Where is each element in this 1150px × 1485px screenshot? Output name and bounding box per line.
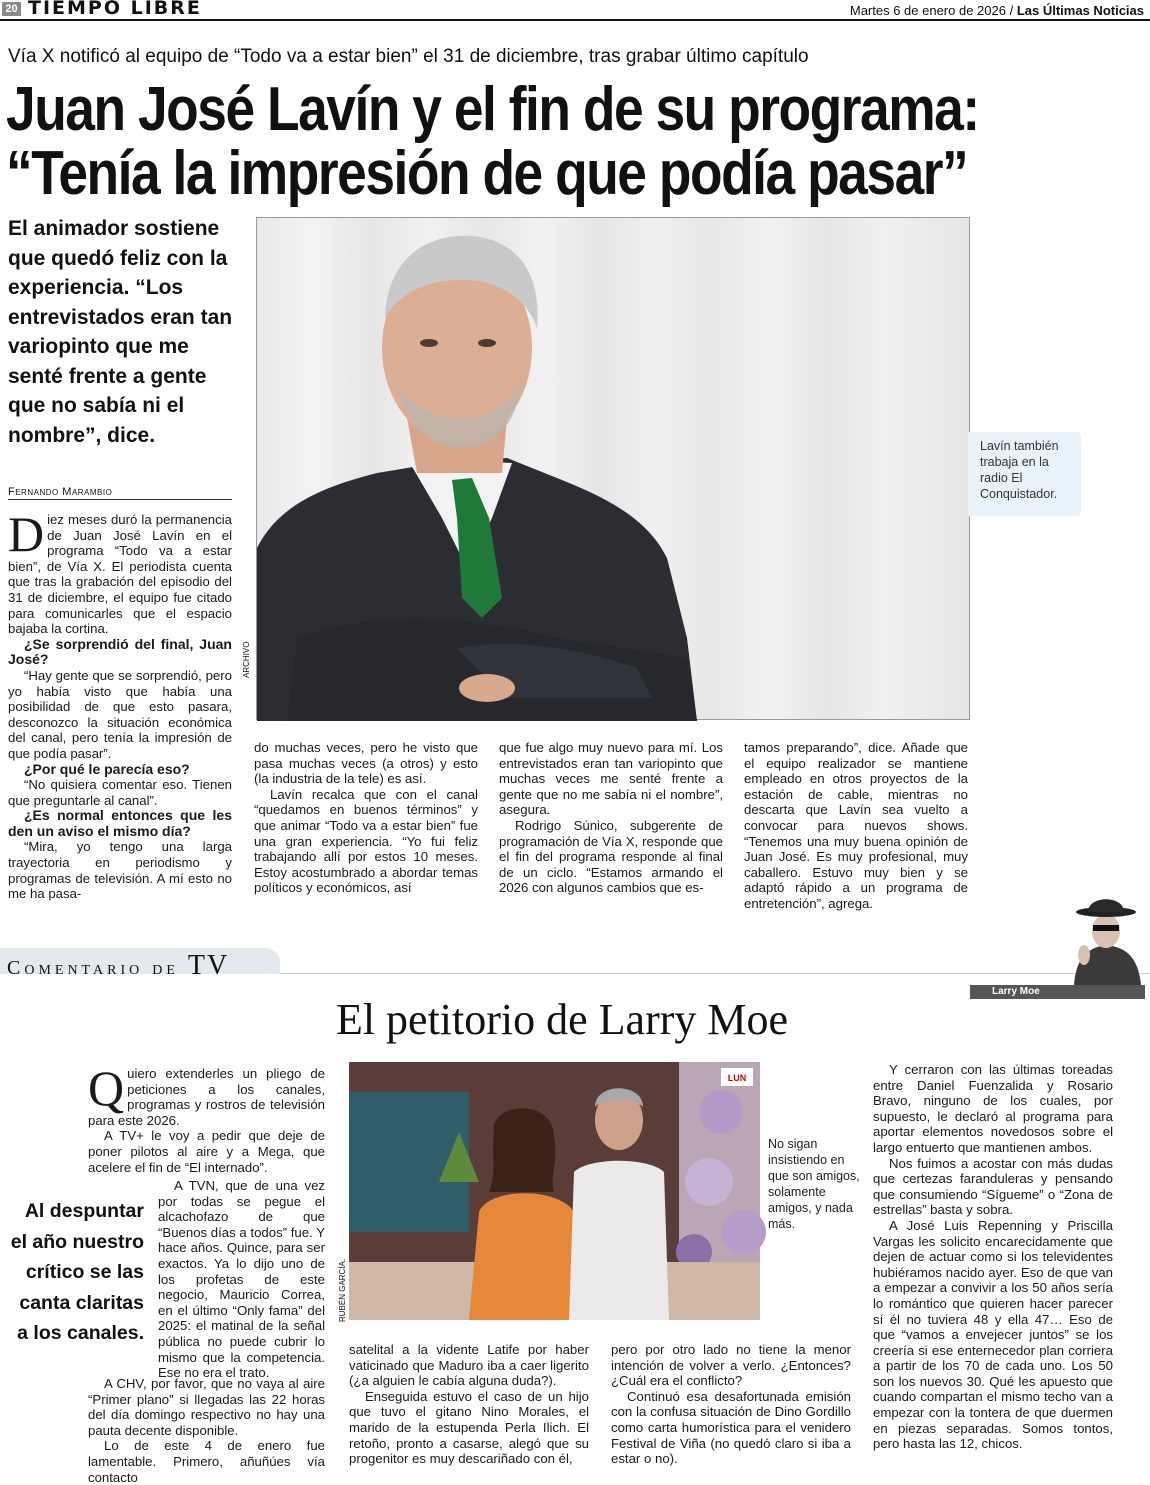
- paragraph: Y cerraron con las últimas toreadas entre Daniel Fuenzalida y Rosario Bravo, ninguno de los cuales, por supuesto, le declaró al programa para aportar elementos novedosos sobre el largo entuerto que mantienen ambos.: [873, 1062, 1113, 1155]
- article-deck: El animador sostiene que quedó feliz con la experiencia. “Los entrevistados eran tan variopinto que me senté frente a gente que no sabía ni el nombre”, dice.: [8, 217, 233, 447]
- paragraph: Rodrigo Súnico, subgerente de programación de Vía X, responde que el fin del programa responde al final de un ciclo. “Estamos armando el 2026 con algunos cambios que es-: [499, 817, 723, 896]
- paragraph: tamos preparando”, dice. Añade que el equipo realizador se mantiene empleado en otros proyectos de la estación de cable, mientras no descarta que Lavín sea vuelto a convocar para nuevos shows. “Tenemos una muy buena opinión de Juan José. Es muy profesional, muy caballero. Estuvo muy bien y se adaptó rápido a un programa de entretención”, agrega.: [744, 740, 968, 911]
- column-column-4: [873, 1062, 1113, 1452]
- portrait-illustration: [257, 218, 971, 721]
- paragraph: iez meses duró la permanencia de Juan José Lavín en el programa “Todo va a estar bien”, de Vía X. El periodista cuenta que tras la grabación del episodio del 31 de diciembre, el equipo fue citado para comunicarles que el espacio bajaba la cortina.: [8, 512, 232, 637]
- column-column-1: [88, 1060, 325, 1175]
- interview-question: ¿Por qué le parecía eso?: [24, 760, 190, 777]
- header-rule: [0, 19, 1150, 21]
- paragraph: A TVN, que de una vez por todas se pegue el alcachofazo de que “Buenos días a todos” fue. Y hace años. Quince, para ser exactos. Ya lo dijo uno de los profetas de este negocio, Mauricio Correa, en el último “Only fama” del 2025: el matinal de la señal pública no puede cubrir lo mismo que la competencia. Ese no era el trato.: [158, 1178, 325, 1381]
- tv-show-photo: [349, 1062, 760, 1320]
- paragraph: A TV+ le voy a pedir que deje de poner pilotos al aire y a Mega, que acelere el fin de “El internado”.: [88, 1128, 325, 1175]
- column-column-1b: [158, 1178, 325, 1381]
- paragraph: A José Luis Repenning y Priscilla Vargas les solicito encarecidamente que dejen de actuar como si los televidentes hubiéramos nacido ayer. Eso de que van a empezar a convivir a los 50 años sería lo romántico que quieren hacer parecer sí él no tuviera 48 y ella 47… Eso de que “vamos a envejecer juntos” se los creería si ese enternecedor plan corriera a partir de los 70 de cada uno. Los 50 son los nuevos 30. Qué les apuesto que cuando compartan el mismo techo van a empezar con la tontera de que duermen en piezas separadas. Somos tontos, pero hasta las 12, chicos.: [873, 1217, 1113, 1452]
- interview-question: ¿Es normal entonces que les den un aviso el mismo día?: [8, 807, 232, 839]
- paragraph: que fue algo muy nuevo para mí. Los entrevistados eran tan variopinto que muchas veces me senté frente a gente que no me sabía ni el nombre”, asegura.: [499, 740, 723, 818]
- pull-quote: Al despuntar el año nuestro crítico se las canta claritas a los canales.: [10, 1200, 144, 1344]
- photo-caption: Lavín también trabaja en la radio El Conquistador.: [968, 432, 1081, 516]
- page-number: 20: [2, 2, 21, 16]
- paragraph: Continuó esa desafortunada emisión con la confusa situación de Dino Gordillo como carta humorística para el venidero Festival de Viña (no quedó claro si iba a estar o no).: [611, 1388, 851, 1467]
- header-dateline: [850, 3, 1144, 18]
- section-title: TIEMPO LIBRE: [28, 0, 202, 19]
- columnist-hat-icon: [1066, 885, 1146, 985]
- article-kicker: Vía X notificó al equipo de “Todo va a estar bien” el 31 de diciembre, tras grabar último capítulo: [8, 46, 809, 67]
- paragraph: Nos fuimos a acostar con más dudas que certezas faranduleras y pensando que consumiendo “Sígueme” o “Zona de estrellas” basta y sobra.: [873, 1155, 1113, 1218]
- paragraph: A CHV, por favor, que no vaya al aire “Primer plano” si llegadas las 22 horas del día domingo respectivo no hay una pauta decente disponible.: [88, 1376, 325, 1438]
- paragraph: uiero extenderles un pliego de peticiones a los canales, programas y rostros de televisión para este 2026.: [88, 1066, 325, 1128]
- paragraph: Lavín recalca que con el canal “quedamos en buenos términos” y que animar “Todo va a estar bien” fue una gran experiencia. “Yo fui feliz trabajando allí por estos 10 meses. Estoy acostumbrado a abordar temas políticos y económicos, así: [254, 786, 478, 896]
- drop-cap: D: [8, 506, 45, 562]
- header-separator: /: [1009, 3, 1014, 18]
- lun-logo: LUN: [727, 1073, 747, 1083]
- byline-rule: [8, 499, 232, 500]
- paragraph: “Hay gente que se sorprendió, pero yo había visto que había una posibilidad de que esto pasara, desconozco la situación económica del canal, pero tenía la impresión de que podía pasar”.: [8, 667, 232, 761]
- paragraph: Enseguida estuvo el caso de un hijo que tuvo el gitano Nino Morales, el marido de la estupenda Perla Ilich. El retoño, pronto a casarse, alegó que su progenitor es muy descariñado con él,: [349, 1388, 589, 1467]
- issue-date: Martes 6 de enero de 2026: [849, 3, 1006, 18]
- author-tag: Larry Moe: [970, 985, 1145, 999]
- photo-credit: ARCHIVO: [242, 641, 251, 678]
- columnist-avatar: [1066, 885, 1146, 985]
- interview-question: ¿Se sorprendió del final, Juan José?: [8, 635, 232, 668]
- photo-caption: No sigan insistiendo en que son amigos, solamente amigos, y nada más.: [768, 1137, 860, 1231]
- paragraph: “No quisiera comentar eso. Tienen que preguntarle al canal”.: [8, 777, 232, 808]
- section-label-tv: TV: [187, 950, 230, 981]
- section-label-text: Comentario de: [7, 957, 179, 979]
- lavin-photo: [256, 217, 970, 720]
- paragraph: Lo de este 4 de enero fue lamentable. Primero, añuñúes vía contacto: [88, 1438, 325, 1485]
- paragraph: pero por otro lado no tiene la menor intención de volver a verlo. ¿Entonces? ¿Cuál era el conflicto?: [611, 1342, 851, 1389]
- paragraph: satelital a la vidente Latife por haber vaticinado que Maduro iba a caer ligerito (¿a alguien le cabía alguna duda?).: [349, 1342, 589, 1389]
- article-headline: [6, 75, 986, 208]
- headline-line-1: Juan José Lavín y el fin de su programa:: [6, 75, 979, 144]
- tv-set-illustration: [349, 1062, 760, 1320]
- article-column-2: [254, 740, 478, 896]
- article-column-1: [8, 506, 232, 902]
- column-column-2: [349, 1342, 589, 1467]
- column-title: El petitorio de Larry Moe: [335, 995, 789, 1044]
- article-column-3: [499, 740, 723, 896]
- paragraph: “Mira, yo tengo una larga trayectoria en periodismo y programas de televisión. A mí esto no me ha pasa-: [8, 839, 232, 902]
- column-section-label: [7, 950, 229, 982]
- section-rule: [280, 973, 1150, 974]
- byline: Fernando Marambio: [8, 486, 113, 498]
- drop-cap: Q: [88, 1060, 125, 1116]
- paragraph: do muchas veces, pero he visto que pasa muchas veces (a otros) y esto (la industria de la tele) es así.: [254, 740, 478, 787]
- headline-line-2: “Tenía la impresión de que podía pasar”: [6, 139, 968, 208]
- newspaper-name: Las Últimas Noticias: [1016, 3, 1144, 18]
- photo-credit: RUBÉN GARCÍA.: [338, 1258, 347, 1322]
- article-column-4: [744, 740, 968, 912]
- column-column-1c: [88, 1376, 325, 1485]
- column-column-3: [611, 1342, 851, 1467]
